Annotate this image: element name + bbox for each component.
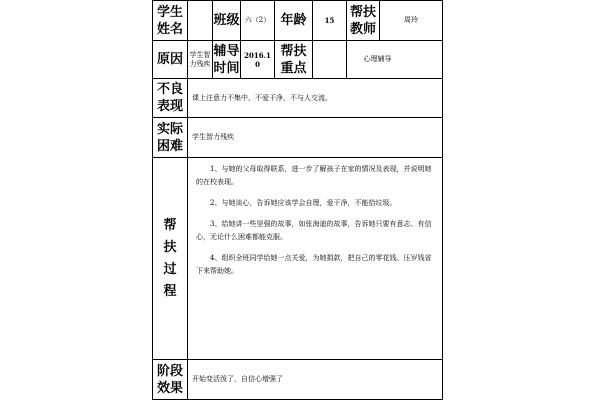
student-name-label: 学生姓名	[156, 4, 183, 37]
class-value: 六（2）	[244, 16, 271, 24]
focus-label: 帮扶重点	[280, 43, 307, 76]
reason-value: 学生智力残疾	[189, 50, 211, 68]
process-item: 4、组织全班同学给她一点关爱，为她捐款，把自己的零花钱、压岁钱省下来帮助她。	[196, 254, 432, 275]
process-label-char: 扶	[163, 239, 177, 255]
process-label-char: 帮	[163, 217, 177, 233]
student-name-value	[188, 1, 212, 40]
teacher-label: 帮扶教师	[349, 4, 376, 37]
age-value: 15	[324, 16, 335, 25]
age-label: 年龄	[280, 13, 307, 28]
time-value: 2016.10	[244, 50, 271, 69]
support-record-table	[152, 0, 443, 400]
reason-label: 原因	[156, 52, 183, 67]
time-label: 辅导时间	[213, 43, 240, 76]
stage-result-value: 开始变活泼了，自信心增强了	[192, 375, 283, 383]
process-item: 3、给她讲一些坚强的故事，如张海迪的故事，告诉她只要有意志、有信心，无论什么困难都能克服。	[196, 220, 432, 241]
difficulty-value: 学生智力残疾	[192, 133, 234, 141]
process-item: 1、与她的父母取得联系，进一步了解孩子在家的情况及表现，并说明她的在校表现。	[196, 165, 432, 186]
process-content	[188, 158, 442, 359]
teacher-value: 周玲	[404, 16, 418, 24]
focus-value: 心理辅导	[363, 55, 392, 63]
process-label-char: 过	[163, 262, 177, 278]
process-label	[153, 158, 187, 359]
stage-result-label: 阶段效果	[156, 363, 183, 396]
process-item: 2、与她谈心，告诉她应该学会自理，爱干净，不能拾垃圾。	[210, 199, 397, 207]
difficulty-label: 实际困难	[156, 121, 183, 154]
class-label: 班级	[213, 13, 240, 28]
bad-behavior-value: 课上注意力不集中，不爱干净，不与人交流。	[192, 93, 332, 102]
bad-behavior-label: 不良表现	[156, 82, 183, 114]
process-label-char: 程	[163, 284, 177, 300]
